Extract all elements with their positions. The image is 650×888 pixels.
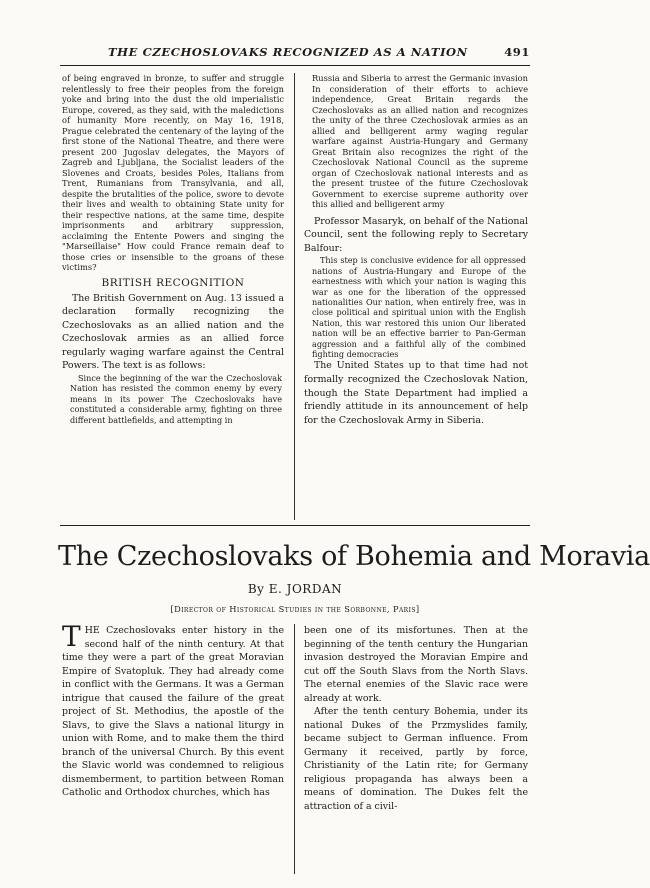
byline: By E. JORDAN: [247, 582, 343, 596]
left-paragraph-1: of being engraved in bronze, to suffer and struggle relentlessly to free their peoples from the foreign yoke and bring into the dust the old imperialistic Europe, covered, as they said, with the maledictions of humanity More recently, on May 16, 1918, Prague celebrated the centenary of the laying of the first stone of the National Theatre, and there were present 200 Jugoslav delegates, the Mayors of Zagreb and Ljubljana, the Socialist leaders of the Slovenes and Croats, besides Poles, Italians from Trent, Rumanians from Transylvania, and all, despite the brutalities of the police, swore to devote their lives and wealth to obtaining State unity for their respective nations, at the same time, despite imprisonments and arbitrary suppression, acclaiming the Entente Powers and singing the "Marseillaise" How could France remain deaf to those cries or insensible to the groans of these victims?: [62, 73, 284, 272]
column-divider-top: [294, 73, 295, 520]
quote-1: Since the beginning of the war the Czechoslovak Nation has resisted the common enemy by every means in its power The Czechoslovaks have constituted a considerable army, fighting on three different battlefields, and attempting in: [70, 373, 282, 425]
article-paragraph-1: [62, 620, 284, 800]
column-divider-bottom: [294, 624, 295, 874]
article-paragraph-2: been one of its misfortunes. Then at the beginning of the tenth century the Hungarian invasion destroyed the Moravian Empire and cut off the South Slavs from the North Slavs. The eternal enemies of the Slavic race were already at work.: [304, 625, 528, 704]
right-paragraph-4: The United States up to that time had not formally recognized the Czechoslovak Nation, though the State Department had implied a friendly attitude in its announcement of help for the Czechoslovak Army in Siberia.: [304, 360, 528, 426]
author-affiliation: [Director of Historical Studies in the Sorbonne, Paris]: [170, 604, 420, 614]
article-title: The Czechoslovaks of Bohemia and Moravia: [58, 541, 650, 572]
left-paragraph-2: The British Government on Aug. 13 issued a declaration formally recognizing the Czechoslovaks as an allied nation and the Czechoslovak armies as an allied force regularly waging warfare against the Central Powers. The text is as follows:: [62, 292, 284, 372]
section-heading: BRITISH RECOGNITION: [101, 276, 245, 289]
left-column: [62, 73, 284, 425]
right-paragraph-3: Professor Masaryk, on behalf of the National Council, sent the following reply to Secretary Balfour:: [304, 215, 528, 254]
running-title: THE CZECHOSLOVAKS RECOGNIZED AS A NATION: [108, 45, 468, 59]
article-paragraph-3: After the tenth century Bohemia, under its national Dukes of the Przmyslides family, became subject to German influence. From Germany it received, partly by force, Christianity of the Latin rite; for Germany religious propaganda has always been a means of domination. The Dukes felt the attraction of a civil-: [304, 706, 528, 812]
drop-cap: T: [62, 620, 81, 653]
section-rule: [60, 525, 530, 526]
page-number: 491: [504, 45, 530, 59]
quote-2: This step is conclusive evidence for all oppressed nations of Austria-Hungary and Europe of the earnestness with which your nation is waging this war as one for the liberation of the oppressed nationalities Our nation, when entirely free, was in close political and spiritual union with the English Nation, this war restored this union Our liberated nation will be an effective barrier to Pan-German aggression and a faithful ally of the combined fighting democracies: [312, 255, 526, 359]
article-paragraph-1-text: HE Czechoslovaks enter history in the second half of the ninth century. At that time they were a part of the great Moravian Empire of Svatopluk. They had already come in conflict with the Germans. It was a German intrigue that caused the failure of the great project of St. Methodius, the apostle of the Slavs, to give the Slavs a national liturgy in union with Rome, and to make them the third branch of the universal Church. By this event the Slavic world was condemned to religious dismemberment, to partition between Roman Catholic and Orthodox churches, which has: [62, 625, 284, 798]
article-right-column: [304, 624, 528, 813]
right-column: [304, 73, 528, 427]
header-rule: [60, 65, 530, 66]
article-left-column: [62, 620, 284, 800]
quote-1-continued: Russia and Siberia to arrest the Germanic invasion In consideration of their efforts to achieve independence, Great Britain regards the Czechoslovaks as an allied nation and recognizes the unity of the three Czechoslovak armies as an allied and belligerent army waging regular warfare against Austria-Hungary and Germany Great Britain also recognizes the right of the Czechoslovak National Council as the supreme organ of Czechoslovak national interests and as the present trustee of the future Czechoslovak Government to exercise supreme authority over this allied and belligerent army: [312, 73, 528, 209]
